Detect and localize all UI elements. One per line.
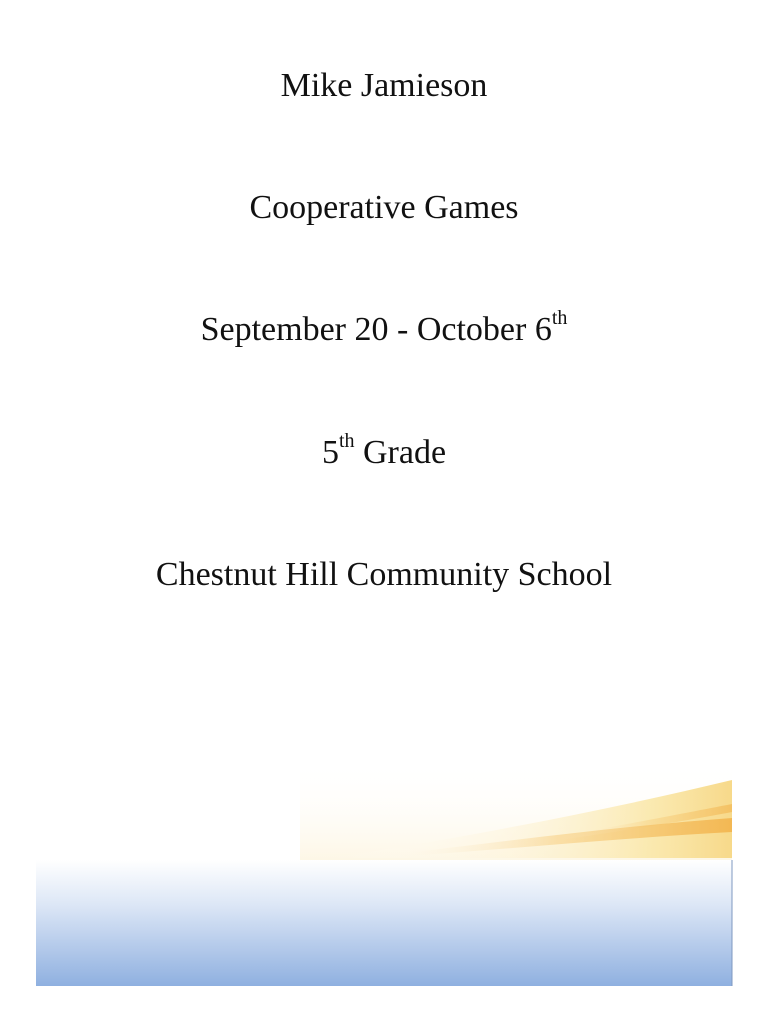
grade-ordinal-suffix: th — [338, 429, 355, 452]
grade-word: Grade — [354, 434, 447, 471]
date-range-text: September 20 - October 6 — [200, 311, 552, 348]
author-name: Mike Jamieson — [280, 67, 488, 104]
school-name: Chestnut Hill Community School — [155, 556, 613, 593]
blue-gradient-band — [36, 860, 732, 986]
date-ordinal-suffix: th — [551, 306, 568, 329]
subject-title: Cooperative Games — [249, 189, 519, 226]
grade-number: 5 — [321, 434, 339, 471]
